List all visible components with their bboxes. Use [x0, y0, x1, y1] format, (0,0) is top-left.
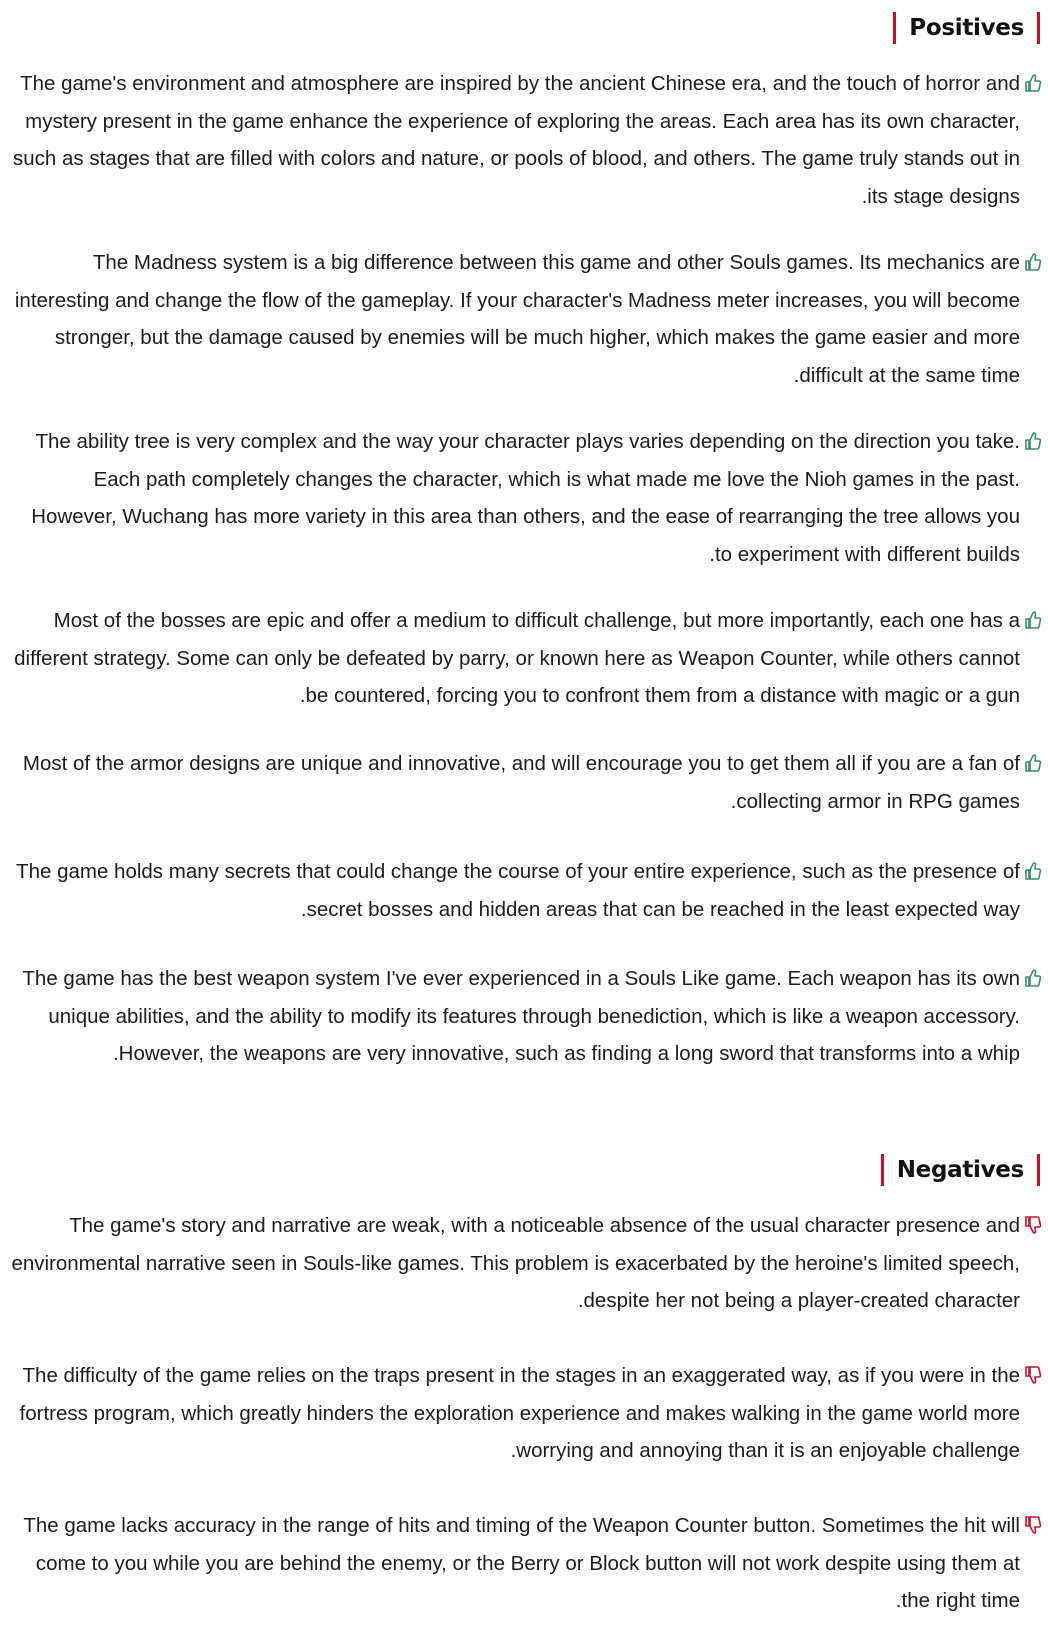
thumbs-down-icon	[1024, 1515, 1042, 1535]
positive-item-text: Most of the armor designs are unique and innovative, and will encourage you to get them all if you are a fan of collecting armor in RPG games.	[22, 752, 1020, 813]
thumbs-down-icon	[1024, 1215, 1042, 1235]
thumbs-up-icon	[1024, 252, 1042, 272]
negative-item-text: The game's story and narrative are weak, with a noticeable absence of the usual character presence and environmental narrative seen in Souls-like games. This problem is exacerbated by the heroine's limited speech, despite her not being a player-created character.	[11, 1214, 1020, 1312]
heading-accent-bar	[1037, 1154, 1040, 1186]
thumbs-up-icon	[1024, 968, 1042, 988]
positives-title: Positives	[909, 15, 1024, 41]
heading-accent-bar	[1037, 12, 1040, 44]
positives-heading	[893, 11, 1040, 45]
positive-item-text: The Madness system is a big difference between this game and other Souls games. Its mechanics are interesting and change the flow of the gameplay. If your character's Madness meter increases, you will become stronger, but the damage caused by enemies will be much higher, which makes the game easier and more difficult at the same time.	[14, 251, 1020, 387]
thumbs-down-icon	[1024, 1365, 1042, 1385]
thumbs-up-icon	[1024, 73, 1042, 93]
thumbs-up-icon	[1024, 610, 1042, 630]
positive-item-text: The game's environment and atmosphere are inspired by the ancient Chinese era, and the touch of horror and mystery present in the game enhance the experience of exploring the areas. Each area has its own character, such as stages that are filled with colors and nature, or pools of blood, and others. The game truly stands out in its stage designs.	[13, 72, 1020, 208]
thumbs-up-icon	[1024, 753, 1042, 773]
positive-item-text: The ability tree is very complex and the way your character plays varies depending on the direction you take. Each path completely changes the character, which is what made me love the Nioh games in the past. However, Wuchang has more variety in this area than others, and the ease of rearranging the tree allows you to experiment with different builds.	[31, 430, 1020, 566]
positive-item-text: The game holds many secrets that could change the course of your entire experience, such as the presence of secret bosses and hidden areas that can be reached in the least expected way.	[16, 860, 1020, 921]
negatives-heading	[881, 1153, 1040, 1187]
negative-item-text: The difficulty of the game relies on the traps present in the stages in an exaggerated way, as if you were in the fortress program, which greatly hinders the exploration experience and makes walking in the game world more worrying and annoying than it is an enjoyable challenge.	[19, 1364, 1020, 1462]
negatives-title: Negatives	[896, 1157, 1024, 1183]
thumbs-up-icon	[1024, 861, 1042, 881]
thumbs-up-icon	[1024, 431, 1042, 451]
positive-item-text: Most of the bosses are epic and offer a medium to difficult challenge, but more importantly, each one has a different strategy. Some can only be defeated by parry, or known here as Weapon Counter, while others cannot be countered, forcing you to confront them from a distance with magic or a gun.	[14, 609, 1020, 707]
negative-item-text: The game lacks accuracy in the range of hits and timing of the Weapon Counter button. Sometimes the hit will come to you while you are behind the enemy, or the Berry or Block button will not work despite using them at the right time.	[23, 1514, 1020, 1612]
positive-item-text: The game has the best weapon system I've ever experienced in a Souls Like game. Each weapon has its own unique abilities, and the ability to modify its features through benediction, which is like a weapon accessory. However, the weapons are very innovative, such as finding a long sword that transforms into a whip.	[22, 967, 1020, 1065]
